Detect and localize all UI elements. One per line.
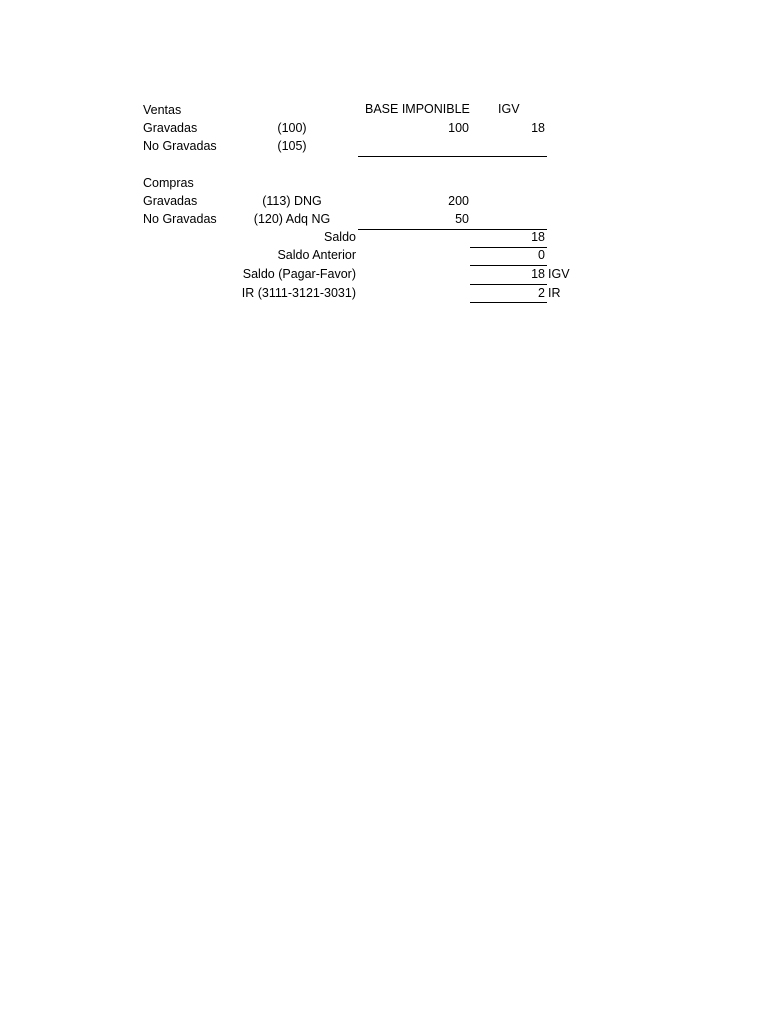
ventas-no-gravadas-igv xyxy=(480,137,545,155)
saldo-anterior-value: 0 xyxy=(538,248,545,262)
compras-gravadas-label: Gravadas xyxy=(143,194,198,208)
ir-rule xyxy=(470,302,547,303)
ventas-gravadas-base: 100 xyxy=(448,121,469,135)
saldo-pagar-favor-label: Saldo (Pagar-Favor) xyxy=(242,267,356,281)
ir-suffix: IR xyxy=(548,286,561,300)
ventas-no-gravadas-code: (105) xyxy=(277,139,307,153)
compras-gravadas-base: 200 xyxy=(448,194,469,208)
compras-gravadas-code: (113) DNG xyxy=(262,194,322,208)
saldo-pagar-favor-suffix: IGV xyxy=(548,267,570,281)
ventas-gravadas-igv: 18 xyxy=(531,121,545,135)
ventas-gravadas-code: (100) xyxy=(277,121,307,135)
compras-no-gravadas-code: (120) Adq NG xyxy=(253,212,331,226)
ventas-total-rule xyxy=(358,156,547,157)
compras-no-gravadas-label: No Gravadas xyxy=(143,212,217,226)
ventas-no-gravadas-label: No Gravadas xyxy=(143,139,217,153)
compras-heading: Compras xyxy=(143,176,194,190)
igv-header: IGV xyxy=(498,102,520,116)
ventas-gravadas-label: Gravadas xyxy=(143,121,198,135)
saldo-pagar-favor-value: 18 xyxy=(531,267,545,281)
base-imponible-header: BASE IMPONIBLE xyxy=(365,102,470,116)
saldo-anterior-label: Saldo Anterior xyxy=(277,248,356,262)
ventas-heading: Ventas xyxy=(143,103,182,117)
ventas-no-gravadas-base xyxy=(380,137,469,155)
saldo-value: 18 xyxy=(531,230,545,244)
ir-value: 2 xyxy=(538,286,545,300)
saldo-label: Saldo xyxy=(324,230,356,244)
compras-no-gravadas-base: 50 xyxy=(455,212,469,226)
ir-label: IR (3111-3121-3031) xyxy=(241,286,356,300)
